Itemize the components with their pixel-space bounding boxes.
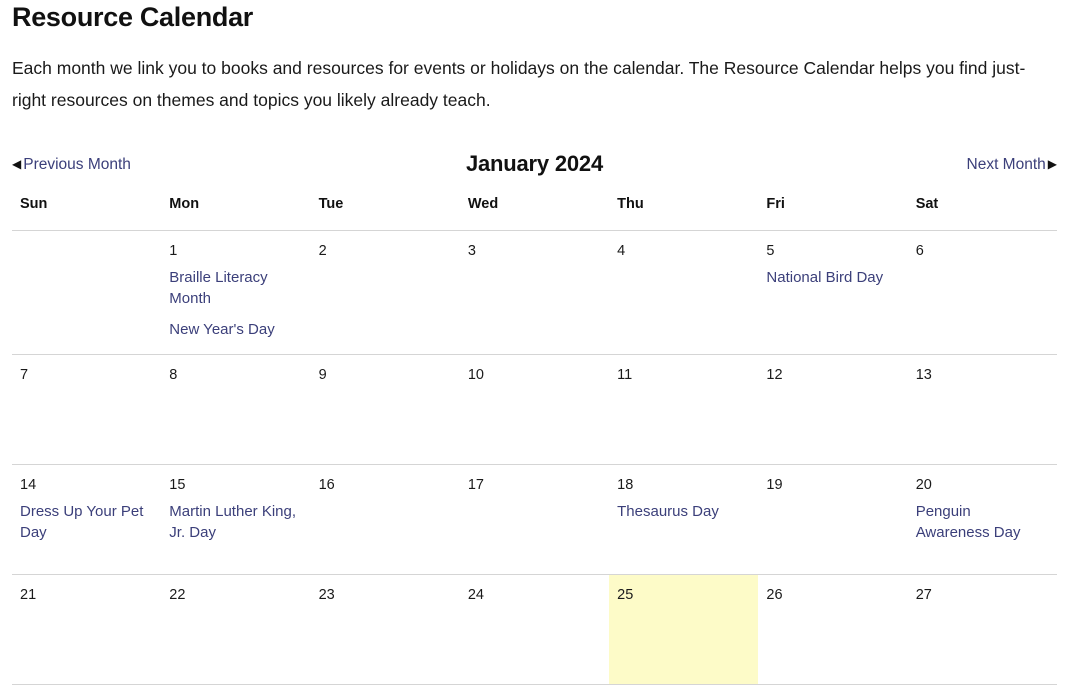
calendar-day-cell [908, 231, 1057, 355]
day-number: 13 [915, 367, 932, 383]
chevron-right-icon: ▶ [1047, 157, 1057, 171]
calendar-day-cell [311, 231, 460, 355]
day-number: 26 [766, 587, 783, 603]
day-number: 7 [20, 367, 29, 383]
day-number: 8 [169, 367, 178, 383]
calendar-day-cell [758, 575, 907, 685]
calendar-empty-cell [12, 231, 161, 355]
calendar-day-cell [758, 465, 907, 575]
day-number: 25 [617, 587, 634, 603]
day-number: 19 [766, 477, 783, 493]
previous-month-link[interactable] [12, 142, 131, 187]
weekday-header-thu: Thu [609, 196, 758, 231]
calendar-navigation [12, 142, 1057, 186]
weekday-header-sun: Sun [12, 196, 161, 231]
calendar-body [12, 231, 1057, 685]
calendar-day-cell [609, 231, 758, 355]
day-number: 12 [766, 367, 783, 383]
weekday-header-row [12, 196, 1057, 231]
calendar-day-cell [908, 465, 1057, 575]
weekday-header-tue: Tue [311, 196, 460, 231]
calendar-day-cell [12, 575, 161, 685]
calendar-day-cell [460, 231, 609, 355]
weekday-header-mon: Mon [161, 196, 310, 231]
calendar-day-cell [908, 355, 1057, 465]
calendar-header [12, 196, 1057, 231]
calendar-day-cell [311, 575, 460, 685]
weekday-header-fri: Fri [758, 196, 907, 231]
calendar-event-link[interactable]: New Year's Day [169, 321, 275, 338]
day-number: 22 [169, 587, 186, 603]
current-month-title: January 2024 [465, 151, 604, 176]
day-number: 10 [467, 367, 484, 383]
calendar-day-cell [161, 575, 310, 685]
calendar-day-cell [311, 465, 460, 575]
day-number: 15 [169, 477, 186, 493]
day-number: 5 [766, 243, 775, 259]
day-number: 1 [169, 243, 178, 259]
day-number: 16 [318, 477, 335, 493]
weekday-header-sat: Sat [908, 196, 1057, 231]
calendar-week-row [12, 465, 1057, 575]
calendar-event-link[interactable]: Martin Luther King, Jr. Day [169, 503, 297, 541]
calendar-day-cell [609, 575, 758, 685]
day-number: 2 [318, 243, 327, 259]
chevron-left-icon: ◀ [12, 157, 22, 171]
day-number: 9 [318, 367, 327, 383]
calendar-day-cell [609, 355, 758, 465]
page-title: Resource Calendar [12, 2, 253, 32]
calendar-grid [12, 196, 1057, 685]
calendar-day-cell [609, 465, 758, 575]
day-number: 4 [617, 243, 626, 259]
day-number: 20 [915, 477, 932, 493]
calendar-day-cell [460, 575, 609, 685]
calendar-event-link[interactable]: Braille Literacy Month [169, 269, 268, 307]
day-number: 14 [20, 477, 37, 493]
calendar-day-cell [758, 355, 907, 465]
day-number: 21 [20, 587, 37, 603]
calendar-event-link[interactable]: Penguin Awareness Day [915, 503, 1021, 541]
calendar-event-link[interactable]: Thesaurus Day [617, 503, 719, 520]
weekday-header-wed: Wed [460, 196, 609, 231]
day-number: 11 [617, 367, 633, 383]
calendar-week-row [12, 575, 1057, 685]
calendar-day-cell [12, 465, 161, 575]
calendar-day-cell [12, 355, 161, 465]
day-number: 17 [467, 477, 484, 493]
next-month-link[interactable] [967, 142, 1058, 187]
calendar-day-cell [460, 465, 609, 575]
calendar-week-row [12, 231, 1057, 355]
day-number: 23 [318, 587, 335, 603]
intro-paragraph: Each month we link you to books and resources for events or holidays on the calendar. The Resource Calendar helps you find just-right resources on themes and topics you likely already teach. [12, 58, 1026, 110]
calendar-day-cell [161, 465, 310, 575]
day-number: 18 [617, 477, 634, 493]
calendar-day-cell [161, 231, 310, 355]
calendar-day-cell [161, 355, 310, 465]
next-month-label: Next Month [966, 156, 1046, 173]
calendar-event-link[interactable]: National Bird Day [766, 269, 884, 286]
calendar-week-row [12, 355, 1057, 465]
calendar-day-cell [311, 355, 460, 465]
calendar-event-link[interactable]: Dress Up Your Pet Day [20, 503, 144, 541]
day-number: 3 [467, 243, 476, 259]
calendar-day-cell [908, 575, 1057, 685]
day-number: 6 [915, 243, 924, 259]
calendar-day-cell [758, 231, 907, 355]
day-number: 24 [467, 587, 484, 603]
calendar-day-cell [460, 355, 609, 465]
previous-month-label: Previous Month [23, 156, 131, 173]
day-number: 27 [915, 587, 932, 603]
